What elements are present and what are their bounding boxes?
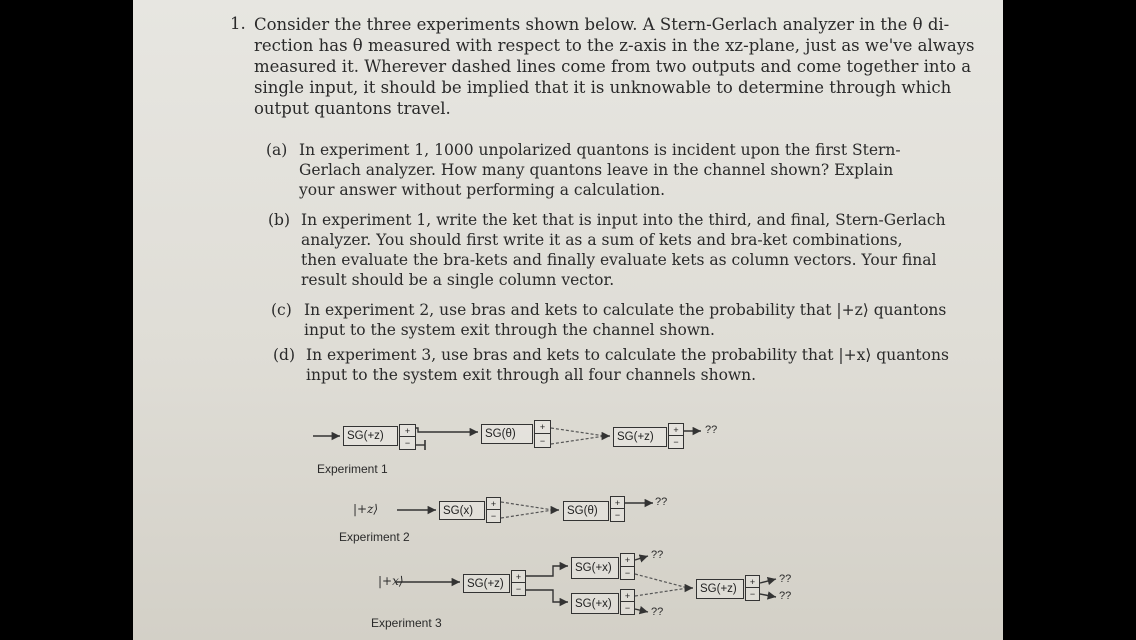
plus-port: + [512, 571, 525, 583]
problem-number: 1. [230, 14, 246, 33]
sg-output-ports [745, 575, 760, 601]
part-line: your answer without performing a calculation. [299, 181, 666, 199]
problem-line: measured it. Wherever dashed lines come from two outputs and come together into a [254, 57, 972, 76]
experiment-label: Experiment 1 [317, 462, 388, 476]
sg-output-ports [511, 570, 526, 596]
part-line: In experiment 2, use bras and kets to calculate the probability that |+z⟩ quantons [304, 301, 947, 319]
sg-output-ports [610, 496, 625, 522]
plus-port: + [746, 576, 759, 588]
minus-port: − [624, 567, 631, 578]
problem-line: Consider the three experiments shown below. A Stern-Gerlach analyzer in the θ di- [254, 15, 950, 34]
plus-port: + [621, 590, 634, 602]
experiment-wires [133, 0, 1003, 640]
exp3-wire-down [526, 590, 568, 602]
output-label: ?? [779, 590, 792, 602]
minus-port: − [624, 603, 631, 613]
input-ket: |+z⟩ [353, 502, 379, 516]
sg-analyzer: SG(x) [439, 501, 485, 520]
minus-port: − [749, 589, 756, 599]
plus-port: + [621, 554, 634, 567]
sg-analyzer: SG(+z) [696, 579, 744, 599]
sg-analyzer: SG(+x) [571, 593, 619, 614]
output-label: ?? [779, 573, 792, 585]
sg-analyzer: SG(+x) [571, 557, 619, 579]
plus-port: + [669, 424, 683, 436]
exp3-wire-up [526, 566, 568, 576]
minus-port: − [673, 437, 679, 447]
sg-output-ports [620, 553, 635, 580]
sg-analyzer: SG(θ) [563, 501, 609, 521]
sg-output-ports [620, 589, 635, 615]
output-label: ?? [655, 496, 668, 508]
document-page [133, 0, 1003, 640]
sg-analyzer: SG(+z) [613, 427, 667, 447]
sg-analyzer: SG(+z) [463, 574, 510, 593]
part-line: Gerlach analyzer. How many quantons leave in the channel shown? Explain [299, 161, 894, 179]
exp1-wire-1 [416, 428, 478, 432]
problem-line: single input, it should be implied that it is unknowable to determine through which [254, 78, 952, 97]
sg-output-ports [486, 497, 501, 523]
sg-output-ports [668, 423, 684, 449]
output-label: ?? [651, 549, 664, 561]
exp1-dashed-wire [551, 436, 605, 444]
exp3-output-wire [760, 594, 776, 597]
part-label: (b) [268, 211, 291, 229]
exp2-dashed-wire [501, 510, 553, 518]
plus-port: + [611, 497, 624, 509]
part-line: In experiment 1, 1000 unpolarized quantons is incident upon the first Stern- [299, 141, 901, 159]
sg-analyzer: SG(θ) [481, 424, 533, 444]
part-line: input to the system exit through the channel shown. [304, 321, 715, 339]
sg-output-ports [399, 424, 416, 450]
experiment-label: Experiment 3 [371, 616, 442, 630]
sg-output-ports [534, 420, 551, 448]
problem-line: rection has θ measured with respect to the z-axis in the xz-plane, just as we've always [254, 36, 975, 55]
exp3-dashed-wire [635, 588, 688, 596]
plus-port: + [535, 421, 550, 434]
exp3-output-wire [635, 609, 648, 612]
minus-port: − [614, 510, 621, 520]
exp3-dashed-wire [635, 574, 688, 588]
part-line: In experiment 1, write the ket that is input into the third, and final, Stern-Gerlach [301, 211, 946, 229]
part-line: then evaluate the bra-kets and finally evaluate kets as column vectors. Your final [301, 251, 937, 269]
minus-port: − [404, 438, 411, 448]
part-line: In experiment 3, use bras and kets to calculate the probability that |+x⟩ quantons [306, 346, 949, 364]
part-label: (a) [266, 141, 288, 159]
exp3-output-wire [760, 579, 776, 583]
part-line: result should be a single column vector. [301, 271, 615, 289]
output-label: ?? [651, 606, 664, 618]
part-line: input to the system exit through all four channels shown. [306, 366, 757, 384]
plus-port: + [487, 498, 500, 510]
input-ket: |+x⟩ [378, 574, 404, 588]
minus-port: − [515, 584, 522, 594]
exp2-dashed-wire [501, 502, 553, 510]
exp3-output-wire [635, 556, 648, 560]
experiment-label: Experiment 2 [339, 530, 410, 544]
exp1-dashed-wire [551, 428, 605, 436]
sg-analyzer: SG(+z) [343, 426, 398, 446]
problem-line: output quantons travel. [254, 99, 451, 118]
part-label: (d) [273, 346, 296, 364]
part-line: analyzer. You should first write it as a sum of kets and bra-ket combinations, [301, 231, 903, 249]
part-label: (c) [271, 301, 292, 319]
minus-port: − [539, 435, 546, 446]
plus-port: + [400, 425, 415, 437]
output-label: ?? [705, 424, 718, 436]
minus-port: − [490, 511, 497, 521]
